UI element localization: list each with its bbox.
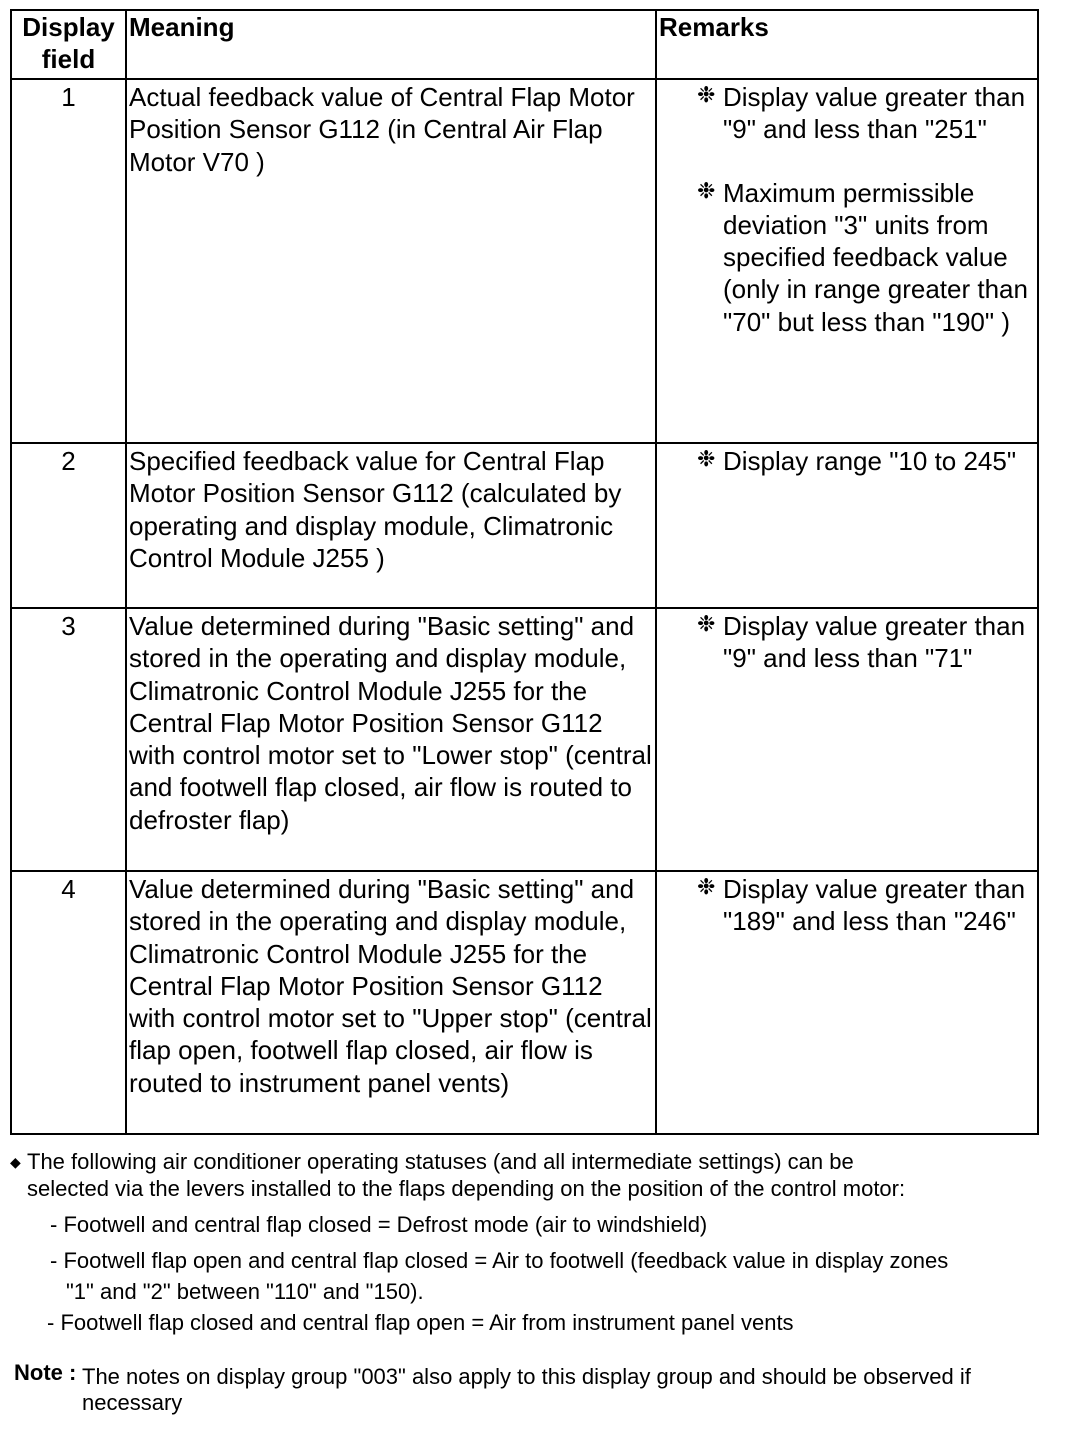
note-text-line1: The notes on display group "003" also apply to this display group and should be observed if bbox=[82, 1364, 971, 1389]
note-block bbox=[10, 1360, 1050, 1416]
bullet-icon: ❉ bbox=[697, 82, 716, 107]
table-row bbox=[11, 79, 1038, 443]
field-number: 3 bbox=[11, 608, 126, 871]
note-text-line2: necessary bbox=[82, 1390, 183, 1415]
footnote-item-defrost: - Footwell and central flap closed = Defrost mode (air to windshield) bbox=[50, 1212, 708, 1237]
remarks-cell bbox=[656, 608, 1038, 871]
footnote-item-footwell-cont: "1" and "2" between "110" and "150). bbox=[66, 1279, 424, 1304]
note-label: Note : bbox=[14, 1360, 77, 1385]
remarks-cell bbox=[656, 871, 1038, 1134]
table-row bbox=[11, 443, 1038, 608]
remarks-cell bbox=[656, 79, 1038, 443]
table-header-row bbox=[11, 10, 1038, 79]
table-row bbox=[11, 871, 1038, 1134]
remark-item bbox=[697, 81, 1035, 146]
remark-item bbox=[697, 873, 1035, 938]
remark-text: Maximum permissible deviation "3" units from specified feedback value (only in range greater than "70" but less than "190" ) bbox=[723, 177, 1028, 337]
meaning-cell: Actual feedback value of Central Flap Motor Position Sensor G112 (in Central Air Flap Motor V70 ) bbox=[126, 79, 656, 443]
footnote-item-vents: - Footwell flap closed and central flap open = Air from instrument panel vents bbox=[47, 1310, 794, 1335]
field-number: 1 bbox=[11, 79, 126, 443]
footnote-item-footwell: - Footwell flap open and central flap closed = Air to footwell (feedback value in display zones bbox=[50, 1248, 949, 1273]
remark-item bbox=[697, 445, 1035, 477]
footnote-bullet-icon: ◆ bbox=[10, 1154, 21, 1170]
remark-text: Display value greater than "189" and less than "246" bbox=[723, 874, 1026, 937]
bullet-icon: ❉ bbox=[697, 611, 716, 636]
remarks-cell bbox=[656, 443, 1038, 608]
footnote-intro-text: The following air conditioner operating statuses (and all intermediate settings) can be selected via the levers installed to the flaps depending on the position of the control motor: bbox=[27, 1149, 906, 1201]
header-display-field-line2: field bbox=[41, 44, 96, 75]
header-remarks: Remarks bbox=[656, 10, 1038, 79]
footnotes bbox=[10, 1148, 1050, 1416]
remark-text: Display value greater than "9" and less than "71" bbox=[723, 611, 1026, 674]
remark-item bbox=[697, 177, 1035, 338]
header-meaning: Meaning bbox=[126, 10, 656, 79]
display-field-table bbox=[10, 9, 1039, 1135]
bullet-icon: ❉ bbox=[697, 874, 716, 899]
footnote-intro bbox=[10, 1148, 937, 1202]
field-number: 4 bbox=[11, 871, 126, 1134]
remark-text: Display value greater than "9" and less than "251" bbox=[723, 82, 1026, 145]
table-row bbox=[11, 608, 1038, 871]
meaning-cell: Value determined during "Basic setting" and stored in the operating and display module, Climatronic Control Module J255 for the Central Flap Motor Position Sensor G112 with control motor set to "Lower stop" (central and footwell flap closed, air flow is routed to defroster flap) bbox=[126, 608, 656, 871]
remark-item bbox=[697, 610, 1035, 675]
field-number: 2 bbox=[11, 443, 126, 608]
header-display-field-line1: Display bbox=[22, 12, 115, 42]
bullet-icon: ❉ bbox=[697, 177, 716, 203]
meaning-cell: Specified feedback value for Central Flap Motor Position Sensor G112 (calculated by operating and display module, Climatronic Control Module J255 ) bbox=[126, 443, 656, 608]
bullet-icon: ❉ bbox=[697, 446, 716, 471]
remark-text: Display range "10 to 245" bbox=[723, 446, 1017, 476]
meaning-cell: Value determined during "Basic setting" and stored in the operating and display module, Climatronic Control Module J255 for the Central Flap Motor Position Sensor G112 with control motor set to "Upper stop" (central flap open, footwell flap closed, air flow is routed to instrument panel vents) bbox=[126, 871, 656, 1134]
header-display-field bbox=[11, 10, 126, 79]
